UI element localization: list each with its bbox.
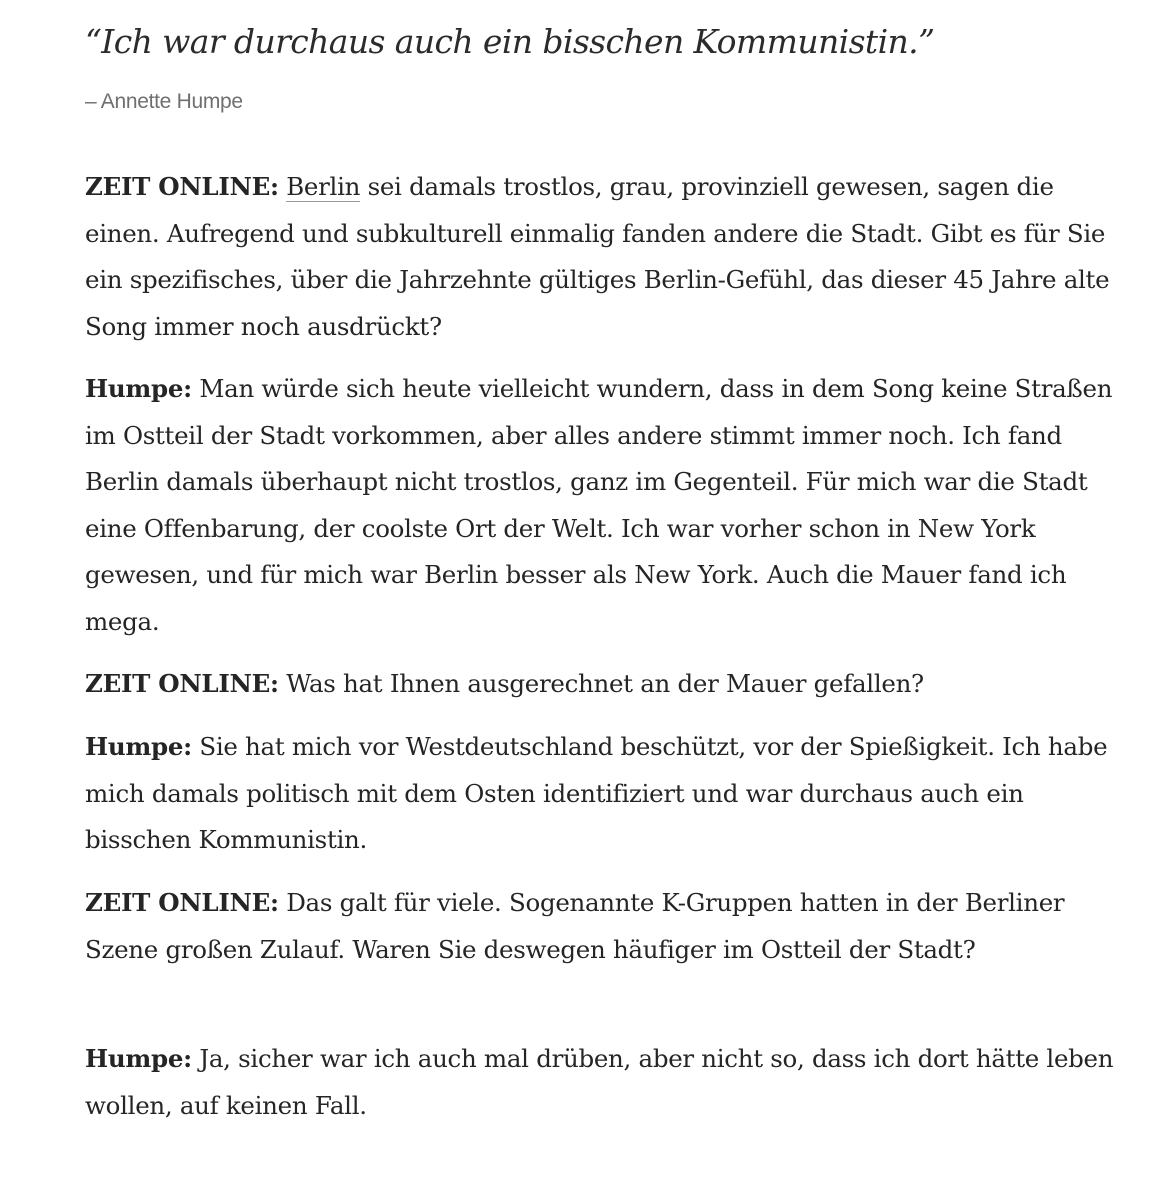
speaker-label: ZEIT ONLINE: (85, 172, 279, 201)
pull-quote-text: “Ich war durchaus auch ein bisschen Kommunistin.” (85, 22, 935, 61)
paragraph-text: Sie hat mich vor Westdeutschland beschützt, vor der Spießigkeit. Ich habe mich damals politisch mit dem Osten identifiziert und war durchaus auch ein bisschen Kommunistin. (85, 732, 1108, 854)
interview-answer (85, 1036, 1115, 1129)
speaker-label: Humpe: (85, 1044, 192, 1073)
paragraph-text: Man würde sich heute vielleicht wundern, dass in dem Song keine Straßen im Ostteil der Stadt vorkommen, aber alles andere stimmt immer noch. Ich fand Berlin damals überhaupt nicht trostlos, ganz im Gegenteil. Für mich war die Stadt eine Offenbarung, der coolste Ort der Welt. Ich war vorher schon in New York gewesen, und für mich war Berlin besser als New York. Auch die Mauer fand ich mega. (85, 374, 1113, 636)
berlin-link[interactable]: Berlin (286, 172, 361, 201)
paragraph-text: Was hat Ihnen ausgerechnet an der Mauer gefallen? (278, 669, 924, 698)
interview-answer (85, 724, 1115, 864)
speaker-label: Humpe: (85, 374, 192, 403)
article-body (85, 0, 1115, 1120)
interview-answer (85, 366, 1115, 645)
paragraph-text: sei damals trostlos, grau, provinziell gewesen, sagen die einen. Aufregend und subkulturell einmalig fanden andere die Stadt. Gibt es für Sie ein spezifisches, über die Jahrzehnte gültiges Berlin-Gefühl, das dieser 45 Jahre alte Song immer noch ausdrückt? (85, 172, 1110, 341)
interview-question (85, 880, 1115, 973)
paragraph-text: Das galt für viele. Sogenannte K-Gruppen hatten in der Berliner Szene großen Zulauf. Waren Sie deswegen häufiger im Ostteil der Stadt? (85, 888, 1065, 964)
speaker-label: Humpe: (85, 732, 192, 761)
paragraph-text: Ja, sicher war ich auch mal drüben, aber nicht so, dass ich dort hätte leben wollen, auf keinen Fall. (85, 1044, 1114, 1120)
speaker-label: ZEIT ONLINE: (85, 888, 279, 917)
quote-attribution: – Annette Humpe (85, 90, 243, 113)
interview-question (85, 661, 1115, 708)
pull-quote (85, 0, 1115, 66)
speaker-label: ZEIT ONLINE: (85, 669, 279, 698)
interview-question (85, 164, 1115, 350)
